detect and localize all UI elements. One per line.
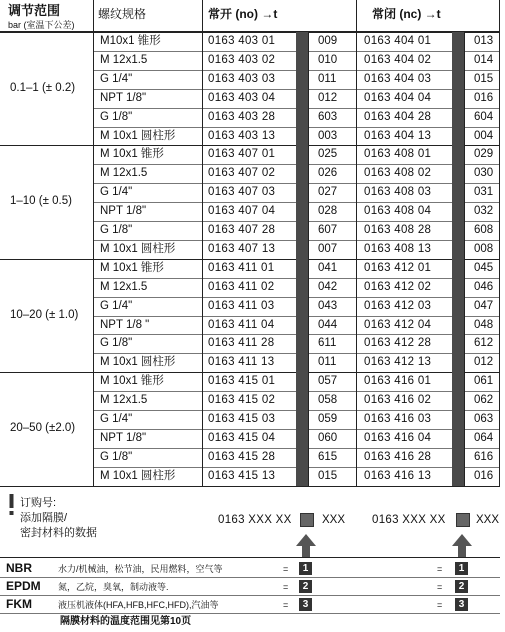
nc-part-suffix: 046 xyxy=(474,280,494,293)
no-part-suffix: 603 xyxy=(318,110,338,123)
nc-part-suffix: 062 xyxy=(474,394,494,407)
no-part-suffix: 011 xyxy=(318,356,337,369)
nc-part-suffix: 048 xyxy=(474,318,494,331)
no-part-suffix: 057 xyxy=(318,375,338,388)
nc-part-suffix: 013 xyxy=(474,35,494,47)
order-label: 订购号: xyxy=(20,497,57,509)
no-part-suffix: 041 xyxy=(318,261,338,274)
range-subheader: bar (室温下公差) xyxy=(8,20,75,30)
no-part-code: 0163 403 01 xyxy=(208,35,276,47)
thread-spec: G 1/4" xyxy=(100,186,133,199)
nc-part-suffix: 029 xyxy=(474,148,494,161)
material-separator xyxy=(0,613,500,614)
no-part-suffix: 043 xyxy=(318,299,338,312)
material-num-no: 1 xyxy=(299,562,312,575)
no-part-suffix: 611 xyxy=(318,337,337,350)
nc-part-suffix: 047 xyxy=(474,299,494,312)
nc-part-suffix: 031 xyxy=(474,186,494,199)
equals-no: = xyxy=(283,582,289,592)
no-part-code: 0163 411 03 xyxy=(208,299,275,312)
thread-spec: M 10x1 锥形 xyxy=(100,148,164,161)
no-part-code: 0163 407 02 xyxy=(208,167,276,180)
thread-spec: M 10x1 圆柱形 xyxy=(100,356,176,369)
col-divider-nc xyxy=(356,0,357,486)
no-suffix-divider xyxy=(308,32,309,486)
no-part-suffix: 044 xyxy=(318,318,338,331)
nc-part-code: 0163 404 28 xyxy=(364,110,432,123)
nc-part-suffix: 045 xyxy=(474,261,494,274)
nc-part-code: 0163 404 03 xyxy=(364,72,432,85)
nc-part-code: 0163 412 01 xyxy=(364,261,432,274)
no-part-suffix: 615 xyxy=(318,450,338,463)
row-separator xyxy=(0,372,500,373)
no-part-suffix: 607 xyxy=(318,224,338,236)
thread-spec: M 10x1 圆柱形 xyxy=(100,469,176,482)
nc-part-code: 0163 404 02 xyxy=(364,53,432,66)
material-name: EPDM xyxy=(6,579,41,593)
nc-part-code: 0163 408 01 xyxy=(364,148,432,161)
nc-suffix-divider xyxy=(464,32,465,486)
no-part-code: 0163 411 04 xyxy=(208,318,275,331)
range-label: 20–50 (±2.0) xyxy=(10,421,76,434)
order-no-box xyxy=(300,513,314,527)
table-right-border xyxy=(499,0,500,486)
no-part-code: 0163 403 13 xyxy=(208,129,276,142)
no-part-suffix: 059 xyxy=(318,413,338,425)
nc-part-code: 0163 412 13 xyxy=(364,356,432,369)
order-line2: 添加隔膜/ xyxy=(20,512,68,524)
thread-spec: M 12x1.5 xyxy=(100,53,148,66)
material-separator xyxy=(0,595,500,596)
no-part-code: 0163 411 02 xyxy=(208,280,275,293)
range-label: 10–20 (± 1.0) xyxy=(10,308,79,321)
material-num-nc: 1 xyxy=(455,562,468,575)
thread-spec: M 10x1 圆柱形 xyxy=(100,242,176,255)
nc-part-code: 0163 416 04 xyxy=(364,431,432,444)
nc-part-code: 0163 416 02 xyxy=(364,394,432,407)
nc-part-suffix: 016 xyxy=(474,91,494,104)
no-part-suffix: 026 xyxy=(318,167,338,180)
equals-nc: = xyxy=(437,582,443,592)
no-part-code: 0163 415 03 xyxy=(208,413,276,425)
no-part-suffix: 012 xyxy=(318,91,338,104)
nc-part-code: 0163 416 28 xyxy=(364,450,432,463)
nc-part-suffix: 604 xyxy=(474,110,494,123)
footer-note: 隔膜材料的温度范围见第10页 xyxy=(60,616,192,627)
thread-spec: M 12x1.5 xyxy=(100,167,148,180)
nc-header: 常闭 (nc) →t xyxy=(372,7,441,21)
thread-spec: G 1/8" xyxy=(100,224,133,236)
range-label: 0.1–1 (± 0.2) xyxy=(10,81,76,94)
material-desc: 水力/机械油，松节油，民用燃料，空气等 xyxy=(58,564,223,574)
nc-part-code: 0163 408 02 xyxy=(364,167,432,180)
no-part-code: 0163 403 03 xyxy=(208,72,276,85)
nc-part-code: 0163 416 01 xyxy=(364,375,432,388)
material-name: FKM xyxy=(6,597,32,611)
nc-part-code: 0163 404 01 xyxy=(364,35,432,47)
row-separator xyxy=(0,259,500,260)
no-part-code: 0163 411 01 xyxy=(208,261,275,274)
nc-part-suffix: 015 xyxy=(474,72,494,85)
nc-part-code: 0163 404 04 xyxy=(364,91,432,104)
no-part-suffix: 042 xyxy=(318,280,338,293)
thread-spec: NPT 1/8" xyxy=(100,91,147,104)
material-num-nc: 2 xyxy=(455,580,468,593)
equals-no: = xyxy=(283,564,289,574)
nc-part-suffix: 032 xyxy=(474,205,494,218)
order-nc-tail: XXX xyxy=(476,514,500,526)
thread-spec: M 12x1.5 xyxy=(100,394,148,407)
nc-part-code: 0163 404 13 xyxy=(364,129,432,142)
no-part-code: 0163 407 04 xyxy=(208,205,276,218)
no-part-code: 0163 407 03 xyxy=(208,186,276,199)
equals-nc: = xyxy=(437,600,443,610)
equals-nc: = xyxy=(437,564,443,574)
material-num-nc: 3 xyxy=(455,598,468,611)
nc-part-suffix: 064 xyxy=(474,431,494,444)
material-num-no: 2 xyxy=(299,580,312,593)
nc-part-suffix: 608 xyxy=(474,224,494,236)
no-part-code: 0163 411 28 xyxy=(208,337,275,350)
order-line3: 密封材料的数据 xyxy=(20,527,97,539)
no-part-code: 0163 415 13 xyxy=(208,469,276,482)
no-part-suffix: 027 xyxy=(318,186,338,199)
nc-part-suffix: 016 xyxy=(474,469,494,482)
no-part-code: 0163 415 02 xyxy=(208,394,276,407)
order-no-code: 0163 XXX XX xyxy=(218,514,292,526)
thread-spec: M 10x1 锥形 xyxy=(100,261,164,274)
nc-part-code: 0163 408 28 xyxy=(364,224,432,236)
no-part-suffix: 003 xyxy=(318,129,338,142)
order-nc-box xyxy=(456,513,470,527)
material-separator xyxy=(0,577,500,578)
nc-part-code: 0163 408 04 xyxy=(364,205,432,218)
no-part-code: 0163 415 28 xyxy=(208,450,276,463)
no-part-code: 0163 403 04 xyxy=(208,91,276,104)
nc-part-suffix: 063 xyxy=(474,413,494,425)
thread-spec: G 1/4" xyxy=(100,413,133,425)
nc-part-suffix: 612 xyxy=(474,337,494,350)
thread-spec: M 10x1 锥形 xyxy=(100,375,164,388)
nc-part-suffix: 061 xyxy=(474,375,494,388)
no-part-code: 0163 407 01 xyxy=(208,148,276,161)
range-label: 1–10 (± 0.5) xyxy=(10,195,72,208)
thread-spec: M 10x1 圆柱形 xyxy=(100,129,176,142)
thread-spec: NPT 1/8 " xyxy=(100,318,150,331)
header-divider xyxy=(0,31,500,32)
no-header: 常开 (no) →t xyxy=(208,7,278,21)
row-separator xyxy=(0,32,500,33)
col-divider-range xyxy=(93,0,94,486)
no-part-code: 0163 403 28 xyxy=(208,110,276,123)
material-num-no: 3 xyxy=(299,598,312,611)
no-part-code: 0163 407 28 xyxy=(208,224,276,236)
thread-spec: G 1/8" xyxy=(100,337,133,350)
exclamation-icon xyxy=(8,494,15,510)
nc-part-suffix: 012 xyxy=(474,356,494,369)
order-nc-code: 0163 XXX XX xyxy=(372,514,446,526)
no-part-suffix: 009 xyxy=(318,35,338,47)
nc-part-code: 0163 416 13 xyxy=(364,469,432,482)
thread-spec: M10x1 锥形 xyxy=(100,35,161,47)
row-separator xyxy=(0,145,500,146)
material-desc: 氮，乙烷，臭氧，制动液等. xyxy=(58,582,169,592)
no-part-code: 0163 411 13 xyxy=(208,356,275,369)
thread-spec: G 1/4" xyxy=(100,72,133,85)
no-part-suffix: 060 xyxy=(318,431,338,444)
up-arrow-icon-nc xyxy=(452,534,472,563)
up-arrow-icon-no xyxy=(296,534,316,563)
no-part-code: 0163 407 13 xyxy=(208,242,276,255)
nc-dark-bar xyxy=(452,32,464,486)
nc-part-code: 0163 408 13 xyxy=(364,242,432,255)
nc-part-code: 0163 408 03 xyxy=(364,186,432,199)
col-divider-thread xyxy=(202,0,203,486)
thread-spec: G 1/4" xyxy=(100,299,133,312)
no-part-suffix: 015 xyxy=(318,469,338,482)
nc-part-suffix: 014 xyxy=(474,53,494,66)
nc-part-code: 0163 416 03 xyxy=(364,413,432,425)
nc-part-suffix: 616 xyxy=(474,450,494,463)
nc-part-code: 0163 412 28 xyxy=(364,337,432,350)
materials-top-border xyxy=(0,557,500,558)
no-part-code: 0163 415 01 xyxy=(208,375,276,388)
nc-part-code: 0163 412 02 xyxy=(364,280,432,293)
no-part-suffix: 058 xyxy=(318,394,338,407)
nc-part-suffix: 004 xyxy=(474,129,494,142)
nc-part-code: 0163 412 03 xyxy=(364,299,432,312)
material-name: NBR xyxy=(6,561,32,575)
nc-part-code: 0163 412 04 xyxy=(364,318,432,331)
nc-part-suffix: 030 xyxy=(474,167,494,180)
thread-spec: G 1/8" xyxy=(100,450,133,463)
table-bottom-border xyxy=(0,486,500,487)
material-desc: 液压机液体(HFA,HFB,HFC,HFD),汽油等 xyxy=(58,600,219,610)
thread-spec: M 12x1.5 xyxy=(100,280,148,293)
no-part-code: 0163 415 04 xyxy=(208,431,276,444)
no-part-suffix: 011 xyxy=(318,72,337,85)
no-part-suffix: 007 xyxy=(318,242,338,255)
thread-header: 螺纹规格 xyxy=(98,7,147,21)
no-part-code: 0163 403 02 xyxy=(208,53,276,66)
nc-part-suffix: 008 xyxy=(474,242,494,255)
thread-spec: NPT 1/8" xyxy=(100,431,147,444)
thread-spec: NPT 1/8" xyxy=(100,205,147,218)
range-header: 调节范围 xyxy=(8,3,61,18)
no-part-suffix: 010 xyxy=(318,53,338,66)
order-no-tail: XXX xyxy=(322,514,346,526)
no-dark-bar xyxy=(296,32,308,486)
no-part-suffix: 025 xyxy=(318,148,338,161)
no-part-suffix: 028 xyxy=(318,205,338,218)
thread-spec: G 1/8" xyxy=(100,110,133,123)
equals-no: = xyxy=(283,600,289,610)
